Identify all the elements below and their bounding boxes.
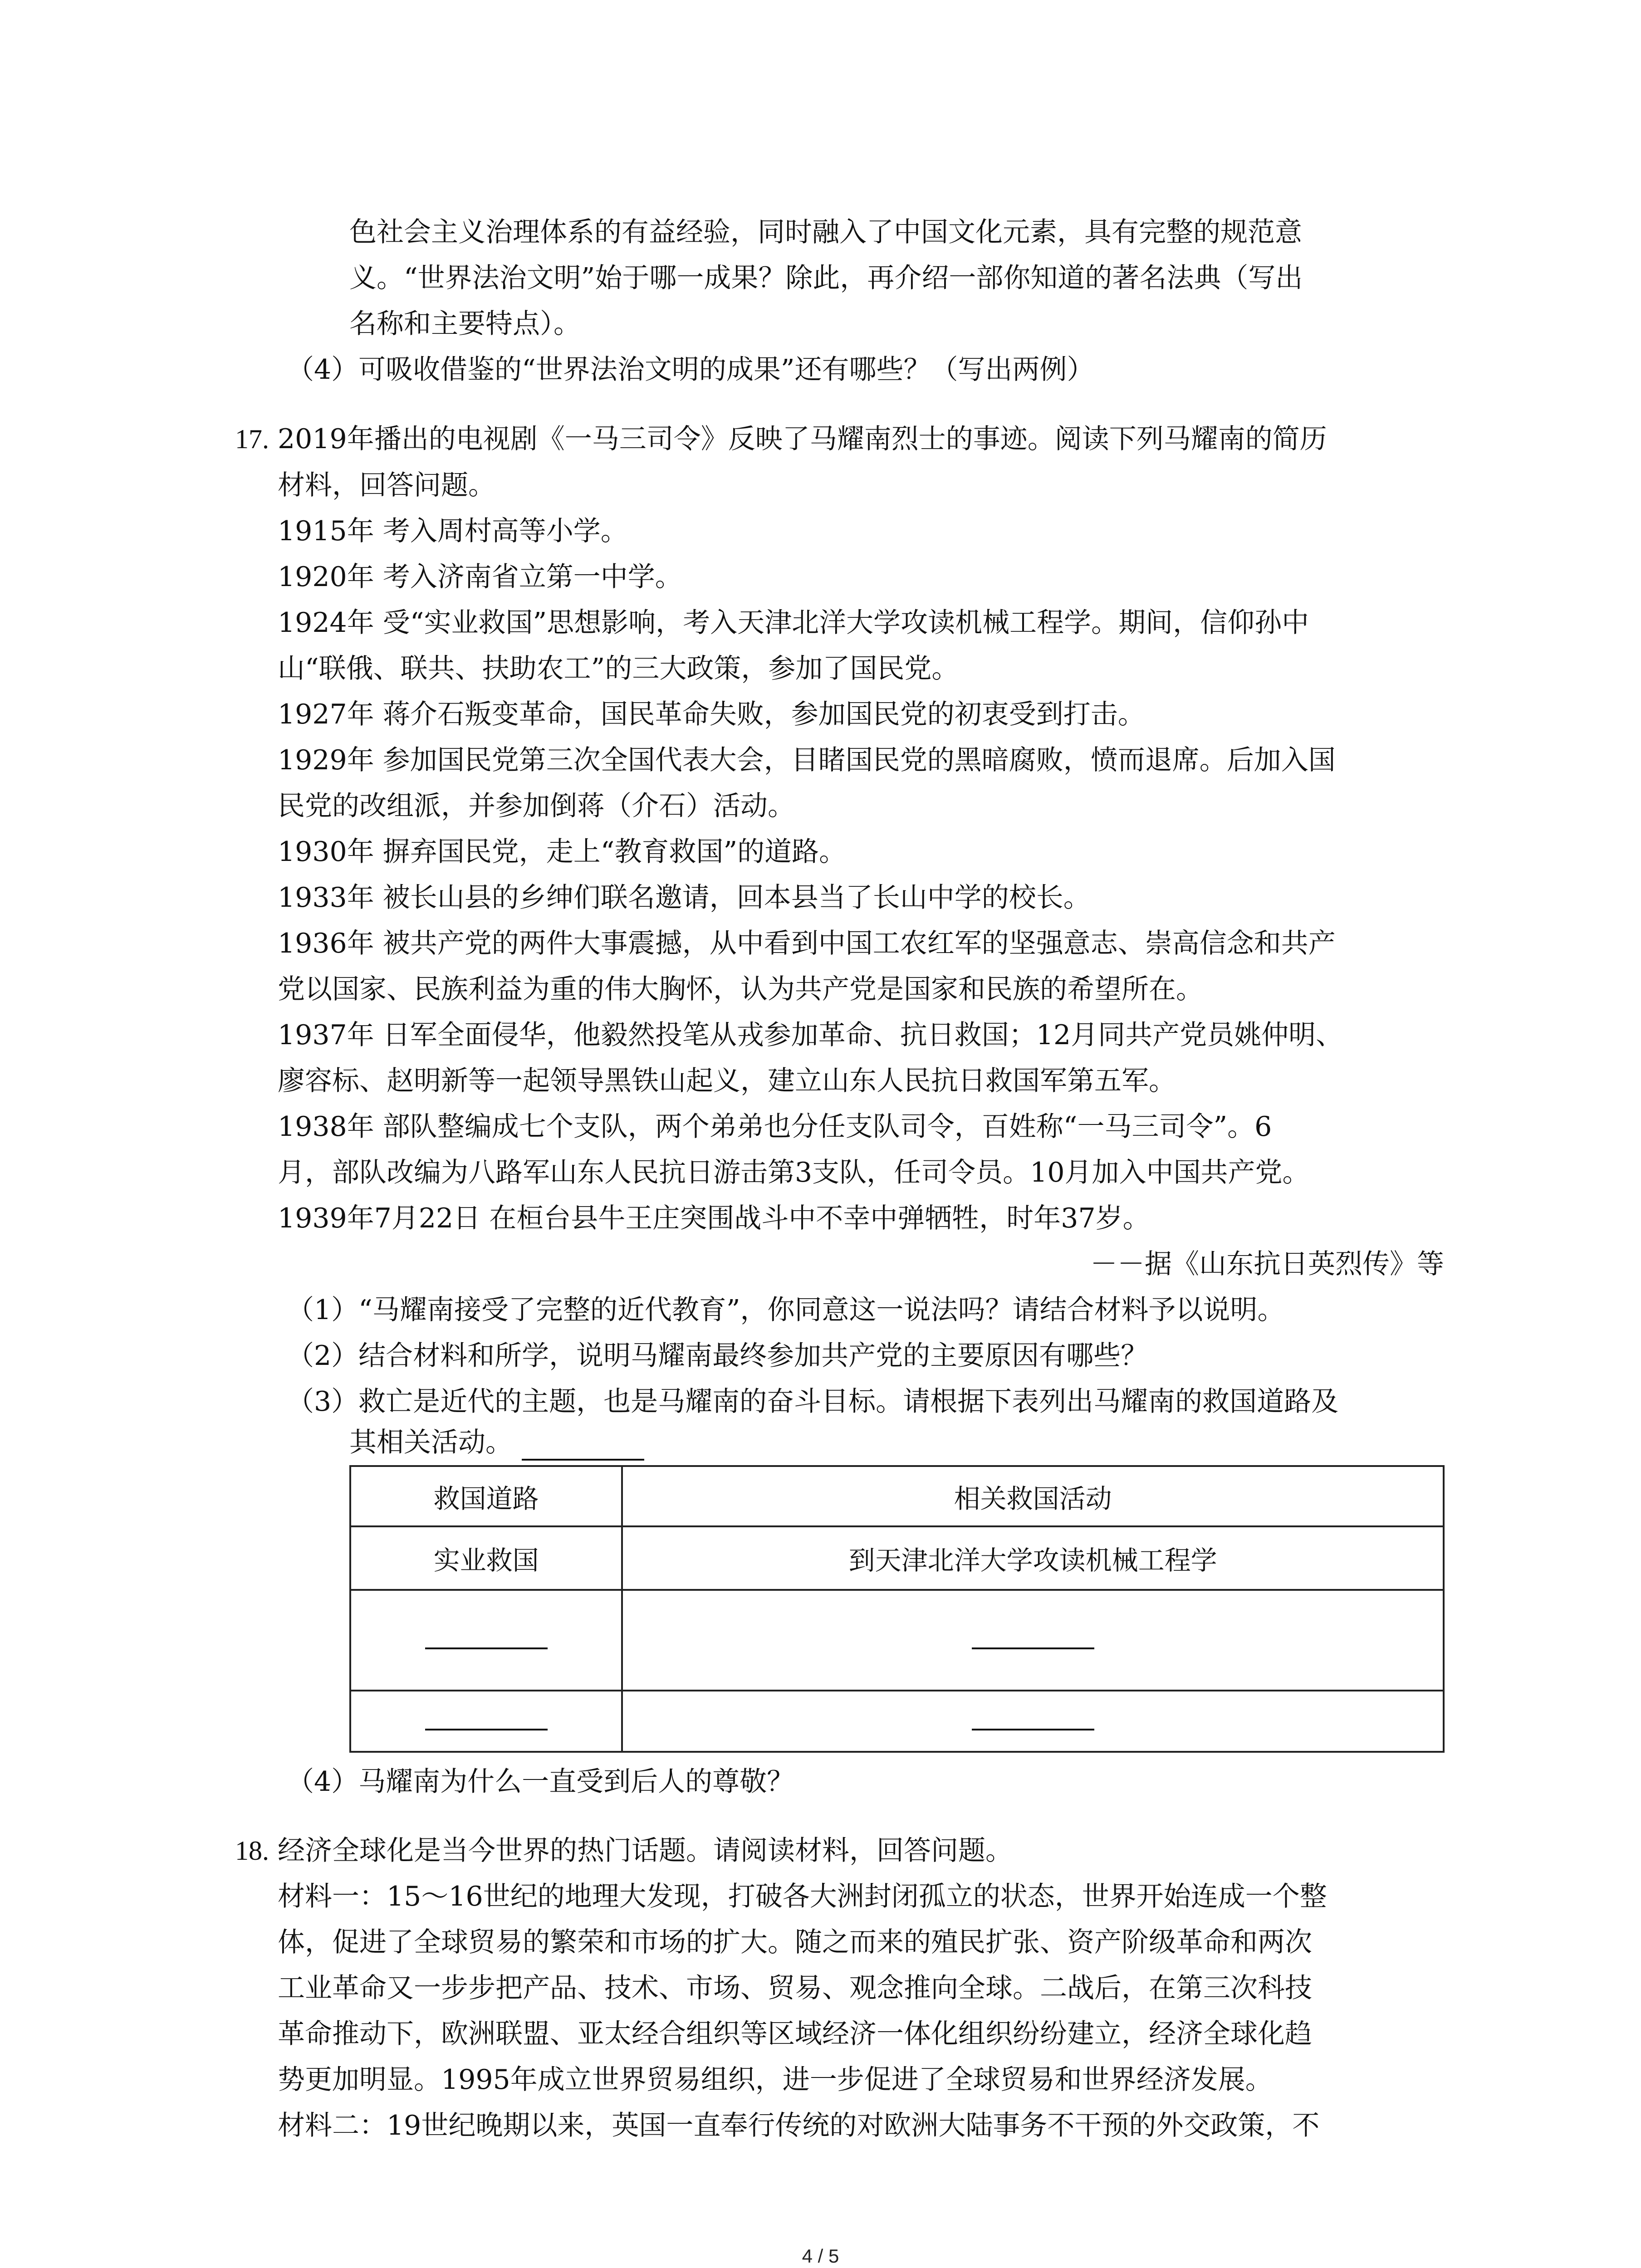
q18-material1-line: 材料一：15～16世纪的地理大发现，打破各大洲封闭孤立的状态，世界开始连成一个整 <box>278 1881 1327 1912</box>
table-header-activity: 相关救国活动 <box>622 1466 1444 1526</box>
q17-subquestion-1: （1）“马耀南接受了完整的近代教育”，你同意这一说法吗？请结合材料予以说明。 <box>287 1294 1285 1326</box>
q17-bio-line: 1929年 参加国民党第三次全国代表大会，目睹国民党的黑暗腐败，愤而退席。后加入国 <box>278 744 1336 776</box>
q18-intro: 经济全球化是当今世界的热门话题。请阅读材料，回答问题。 <box>278 1835 1013 1867</box>
q17-subquestion-3-text: 其相关活动。 <box>349 1427 513 1458</box>
q17-bio-line: 1927年 蒋介石叛变革命，国民革命失败，参加国民党的初衷受到打击。 <box>278 699 1145 730</box>
table-cell-blank[interactable] <box>350 1590 622 1691</box>
q17-bio-line: 月，部队改编为八路军山东人民抗日游击第3支队，任司令员。10月加入中国共产党。 <box>278 1157 1310 1188</box>
table-cell-blank[interactable] <box>350 1691 622 1752</box>
answer-blank[interactable] <box>972 1645 1094 1649</box>
q17-intro-line: 2019年播出的电视剧《一马三司令》反映了马耀南烈士的事迹。阅读下列马耀南的简历 <box>278 423 1327 455</box>
answer-blank[interactable] <box>425 1726 548 1730</box>
page-number: 4 / 5 <box>802 2245 839 2267</box>
q18-material1-line: 体，促进了全球贸易的繁荣和市场的扩大。随之而来的殖民扩张、资产阶级革命和两次 <box>278 1926 1312 1958</box>
table-cell-path: 实业救国 <box>350 1526 622 1590</box>
q16-text-line: 义。“世界法治文明”始于哪一成果？除此，再介绍一部你知道的著名法典（写出 <box>349 262 1303 294</box>
q17-bio-line: 1939年7月22日 在桓台县牛王庄突围战斗中不幸中弹牺牲，时年37岁。 <box>278 1202 1150 1234</box>
table-cell-blank[interactable] <box>622 1691 1444 1752</box>
q17-subquestion-4: （4）马耀南为什么一直受到后人的尊敬？ <box>287 1766 794 1798</box>
q17-table <box>349 1465 1445 1753</box>
q17-bio-line: 1936年 被共产党的两件大事震撼，从中看到中国工农红军的坚强意志、崇高信念和共产 <box>278 928 1336 959</box>
q17-bio-line: 1930年 摒弃国民党，走上“教育救国”的道路。 <box>278 836 847 868</box>
q17-subquestion-3: （3）救亡是近代的主题，也是马耀南的奋斗目标。请根据下表列出马耀南的救国道路及 <box>287 1386 1339 1418</box>
table-header-path: 救国道路 <box>350 1466 622 1526</box>
q18-material1-line: 革命推动下，欧洲联盟、亚太经合组织等区域经济一体化组织纷纷建立，经济全球化趋 <box>278 2018 1312 2050</box>
table-cell-blank[interactable] <box>622 1590 1444 1691</box>
q17-bio-line: 1924年 受“实业救国”思想影响，考入天津北洋大学攻读机械工程学。期间，信仰孙中 <box>278 607 1309 639</box>
q17-subquestion-2: （2）结合材料和所学，说明马耀南最终参加共产党的主要原因有哪些？ <box>287 1340 1148 1372</box>
q18-material2-line: 材料二：19世纪晚期以来，英国一直奉行传统的对欧洲大陆事务不干预的外交政策，不 <box>278 2110 1320 2141</box>
q17-bio-line: 1937年 日军全面侵华，他毅然投笔从戎参加革命、抗日救国；12月同共产党员姚仲明、 <box>278 1019 1343 1051</box>
q16-subquestion-4: （4）可吸收借鉴的“世界法治文明的成果”还有哪些？（写出两例） <box>287 354 1094 386</box>
q17-number: 17. <box>235 424 269 454</box>
table-cell-activity: 到天津北洋大学攻读机械工程学 <box>622 1526 1444 1590</box>
q16-text-line: 名称和主要特点）。 <box>349 308 581 340</box>
q17-bio-line: 山“联俄、联共、扶助农工”的三大政策，参加了国民党。 <box>278 653 959 684</box>
q17-bio-line: 民党的改组派，并参加倒蒋（介石）活动。 <box>278 790 795 822</box>
q17-bio-line: 1920年 考入济南省立第一中学。 <box>278 561 682 593</box>
q17-intro-line: 材料，回答问题。 <box>278 469 495 501</box>
q17-bio-line: 1933年 被长山县的乡绅们联名邀请，回本县当了长山中学的校长。 <box>278 882 1091 914</box>
answer-blank[interactable] <box>425 1645 548 1649</box>
q18-number: 18. <box>235 1836 269 1866</box>
q17-bio-line: 1915年 考入周村高等小学。 <box>278 515 628 547</box>
q17-attribution: －－据《山东抗日英烈传》等 <box>1090 1248 1444 1280</box>
q17-bio-line: 党以国家、民族利益为重的伟大胸怀，认为共产党是国家和民族的希望所在。 <box>278 973 1203 1005</box>
q16-text-line: 色社会主义治理体系的有益经验，同时融入了中国文化元素，具有完整的规范意 <box>349 216 1302 248</box>
answer-blank[interactable] <box>972 1726 1094 1730</box>
q17-subquestion-3-cont <box>349 1424 644 1461</box>
q18-material1-line: 工业革命又一步步把产品、技术、市场、贸易、观念推向全球。二战后，在第三次科技 <box>278 1972 1312 2004</box>
q17-bio-line: 1938年 部队整编成七个支队，两个弟弟也分任支队司令，百姓称“一马三司令”。6 <box>278 1111 1272 1143</box>
q18-material1-line: 势更加明显。1995年成立世界贸易组织，进一步促进了全球贸易和世界经济发展。 <box>278 2064 1273 2096</box>
answer-blank[interactable] <box>522 1432 644 1461</box>
q17-bio-line: 廖容标、赵明新等一起领导黑铁山起义，建立山东人民抗日救国军第五军。 <box>278 1065 1176 1097</box>
